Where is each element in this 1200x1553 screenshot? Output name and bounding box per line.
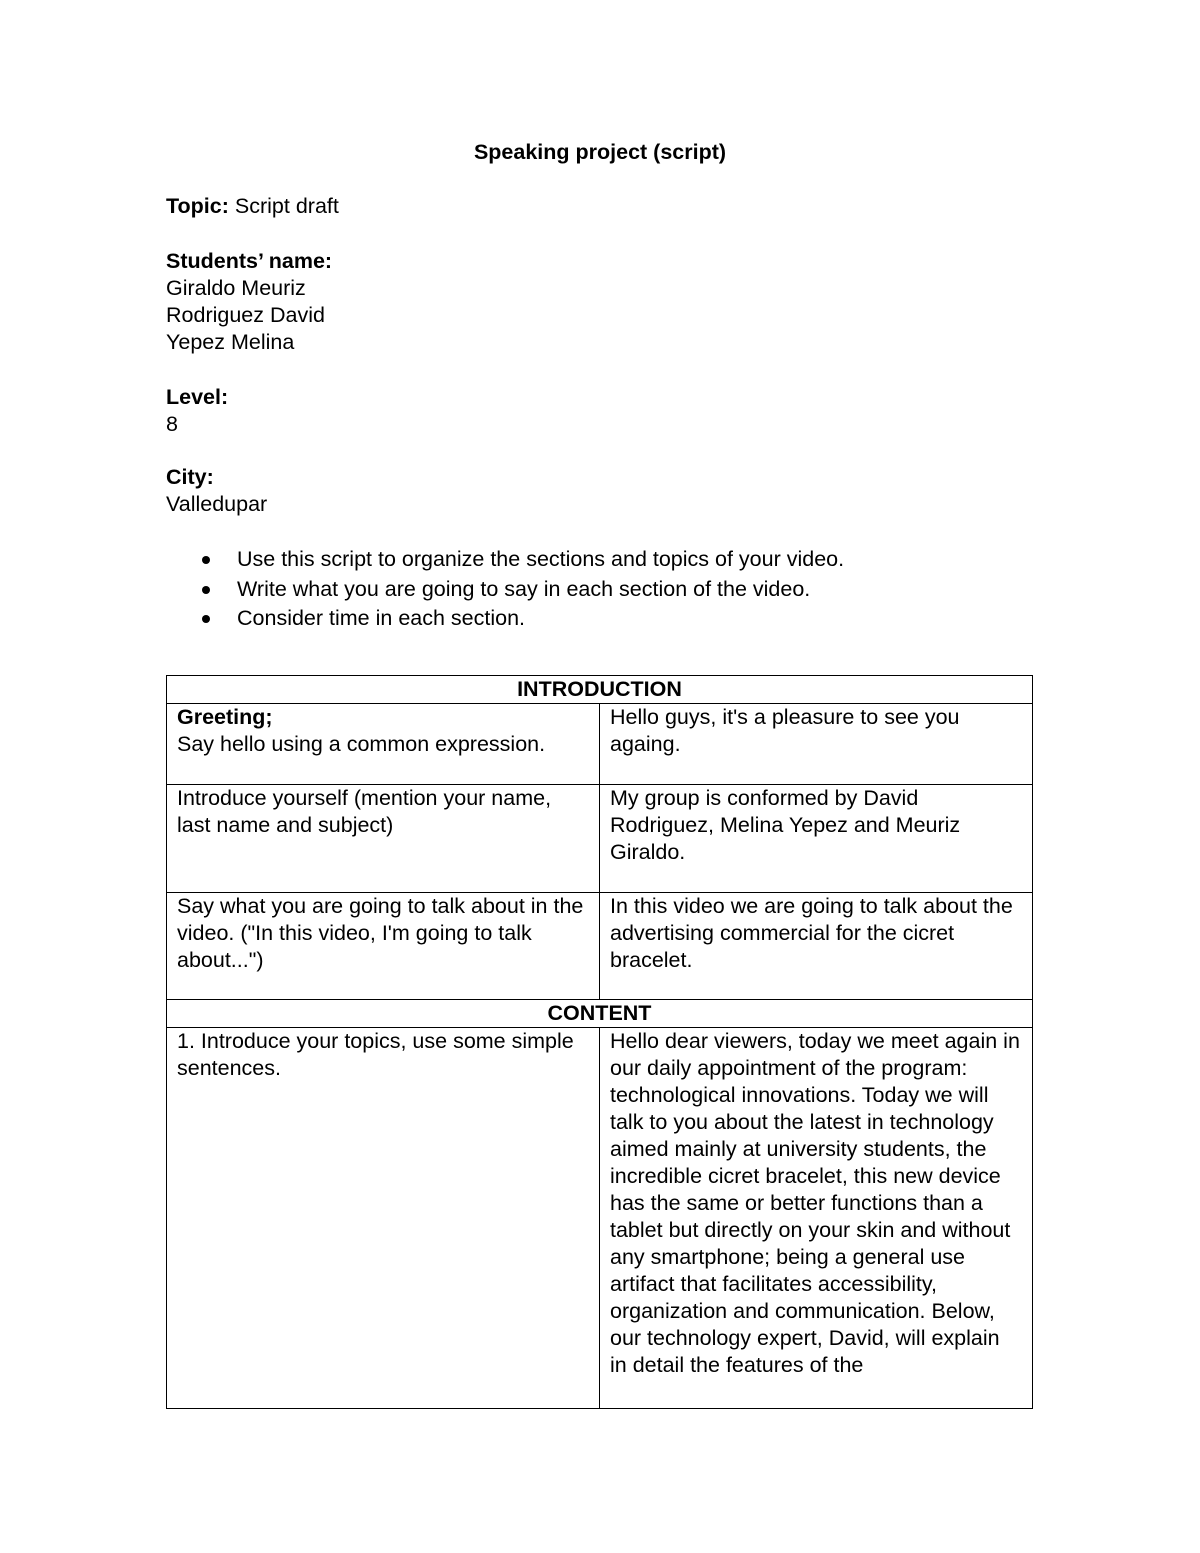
topic-line: [166, 193, 339, 220]
topic-label: Topic:: [166, 194, 229, 218]
greeting-answer-cell: Hello guys, it's a pleasure to see you againg.: [600, 704, 1033, 785]
topic-value: Script draft: [234, 194, 339, 218]
list-item: Use this script to organize the sections and topics of your video.: [166, 545, 844, 575]
city-section: [166, 464, 267, 518]
topics-prompt-cell: 1. Introduce your topics, use some simple sentences.: [167, 1028, 600, 1409]
student-name: Yepez Melina: [166, 330, 295, 354]
students-label: Students’ name:: [166, 249, 333, 273]
instructions-list: [166, 545, 844, 634]
city-label: City:: [166, 465, 214, 489]
city-value: Valledupar: [166, 492, 268, 516]
list-item: Write what you are going to say in each section of the video.: [166, 575, 844, 605]
introduce-prompt-cell: Introduce yourself (mention your name, last name and subject): [167, 785, 600, 893]
talk-prompt-cell: Say what you are going to talk about in the video. ("In this video, I'm going to talk about..."): [167, 893, 600, 1000]
level-section: [166, 384, 228, 438]
script-table: [166, 675, 1033, 1409]
content-header: CONTENT: [167, 1000, 1033, 1028]
list-item: Consider time in each section.: [166, 604, 844, 634]
table-row: [167, 704, 1033, 785]
page-title: Speaking project (script): [473, 140, 727, 164]
introduction-header: INTRODUCTION: [167, 676, 1033, 704]
greeting-prompt-cell: [167, 704, 600, 785]
topics-answer-cell: Hello dear viewers, today we meet again in our daily appointment of the program: technological innovations. Today we will talk to you about the latest in technology aimed mainly at university students, the incredible cicret bracelet, this new device has the same or better functions than a tablet but directly on your skin and without any smartphone; being a general use artifact that facilitates accessibility, organization and communication. Below, our technology expert, David, will explain in detail the features of the: [600, 1028, 1033, 1409]
level-label: Level:: [166, 385, 229, 409]
talk-answer-cell: In this video we are going to talk about the advertising commercial for the cicret bracelet.: [600, 893, 1033, 1000]
introduce-answer-cell: My group is conformed by David Rodriguez, Melina Yepez and Meuriz Giraldo.: [600, 785, 1033, 893]
greeting-label: Greeting;: [177, 705, 273, 729]
student-name: Rodriguez David: [166, 303, 325, 327]
greeting-prompt: Say hello using a common expression.: [177, 732, 546, 756]
students-section: [166, 248, 332, 356]
table-row: [167, 785, 1033, 893]
table-row: [167, 1028, 1033, 1409]
student-name: Giraldo Meuriz: [166, 276, 306, 300]
table-row: [167, 893, 1033, 1000]
level-value: 8: [166, 412, 178, 436]
